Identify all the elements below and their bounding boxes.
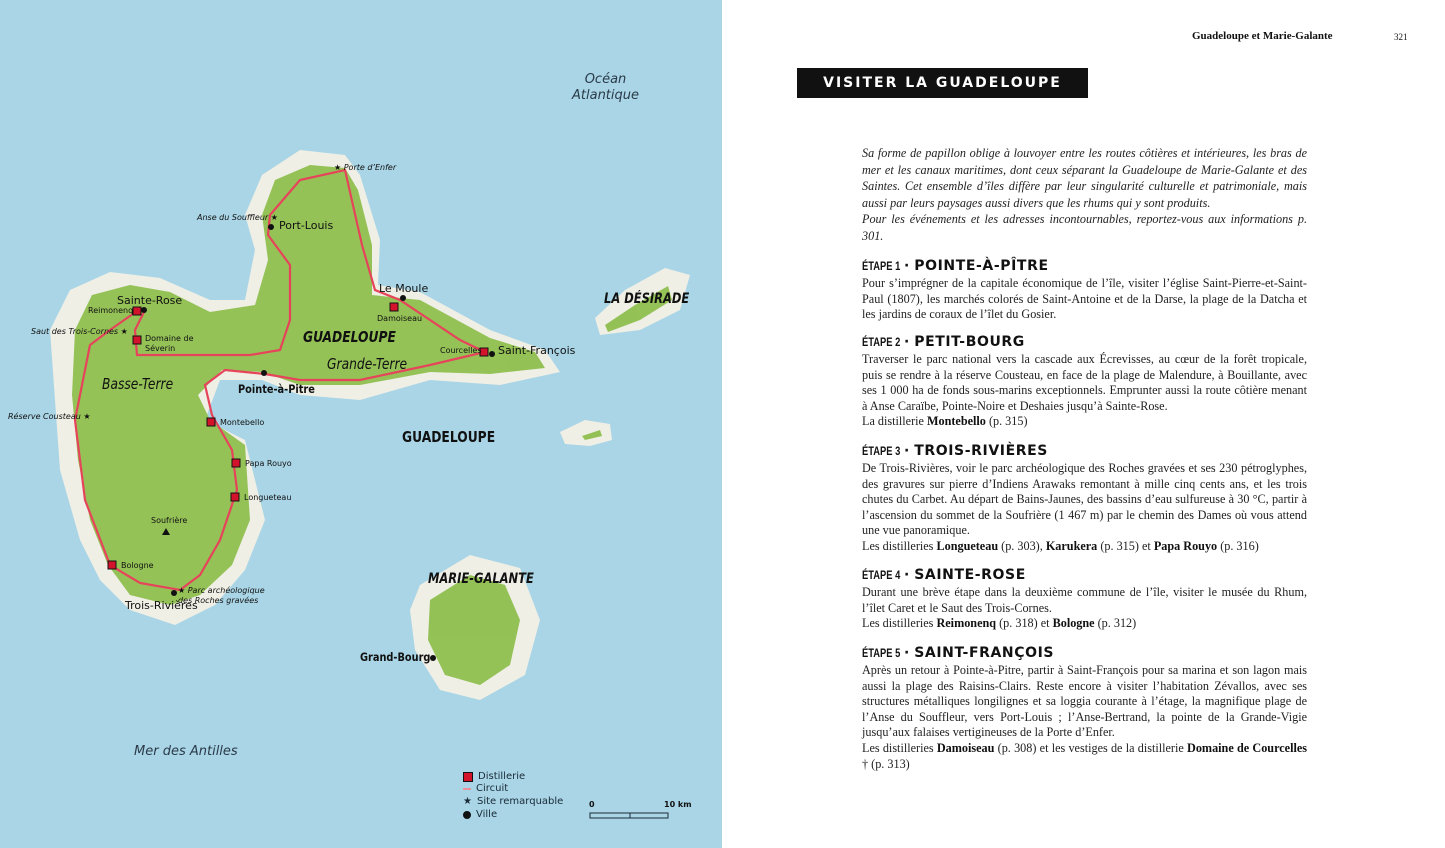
town-saint-francois: Saint-François: [498, 344, 576, 357]
step-heading: ÉTAPE 3 · TROIS-RIVIÈRES: [862, 443, 1048, 459]
map-title: GUADELOUPE: [402, 428, 496, 446]
step-heading: ÉTAPE 5 · SAINT-FRANÇOIS: [862, 645, 1055, 661]
step-1: ÉTAPE 1 · POINTE-À-PÎTRE Pour s’imprégner de la capitale économique de l’île, visiter l’église Saint-Pierre-et-Saint-Paul (1807), les marchés colorés de Saint-Antoine et de la Darse, la plage de la Datcha et les jardins de coraux de l’îlet du Gosier.: [862, 258, 1307, 322]
town-port-louis: Port-Louis: [279, 219, 334, 232]
star-icon: ★: [463, 796, 472, 807]
town-pointe-a-pitre: Pointe-à-Pitre: [238, 382, 315, 396]
town-le-moule: Le Moule: [379, 282, 429, 295]
distillery-longueteau: Longueteau: [244, 493, 292, 502]
region-label-basse-terre: Basse-Terre: [102, 375, 174, 393]
legend-distillery: Distillerie: [463, 771, 525, 782]
region-label-marie-galante: MARIE-GALANTE: [428, 571, 534, 587]
distillery-line: Les distilleries Damoiseau (p. 308) et les vestiges de la distillerie Domaine de Courcelles † (p. 313): [862, 740, 1307, 771]
scale-start: 0: [589, 800, 595, 809]
distillery-montebello: Montebello: [220, 418, 265, 427]
step-5: ÉTAPE 5 · SAINT-FRANÇOIS Après un retour à Pointe-à-Pitre, partir à Saint-François pour sa marina et son lagon mais aussi la plage des Raisins-Clairs. Reste encore à visiter l’habitation Zévallos, avec ses structures métalliques longilignes et sa loggia courante à l’étage, la magnifique plage de l’Anse du Souffleur, vers Port-Louis ; l’Anse-Bertrand, la pointe de la Grande-Vigie jusqu’aux falaises vertigineuses de la Porte d’Enfer. Les distilleries Damoiseau (p. 308) et les vestiges de la distillerie Domaine de Courcelles † (p. 313): [862, 645, 1307, 771]
scale-end: 10 km: [664, 800, 692, 809]
map-graphic: [0, 0, 722, 848]
dot-icon: [463, 811, 471, 819]
legend-site: ★ Site remarquable: [463, 796, 564, 807]
page-number: 321: [1394, 32, 1408, 42]
distillery-reimonenq: Reimonenq: [88, 306, 134, 315]
distillery-line: Les distilleries Reimonenq (p. 318) et Bologne (p. 312): [862, 616, 1137, 631]
distillery-domaine-severin: Domaine de Séverin: [145, 334, 194, 353]
distillery-line: La distillerie Montebello (p. 315): [862, 414, 1028, 429]
site-anse-souffleur: Anse du Souffleur ★: [197, 213, 278, 222]
site-saut-trois-cornes: Saut des Trois-Cornes ★: [31, 327, 128, 336]
site-reserve-cousteau: Réserve Cousteau ★: [8, 412, 91, 421]
site-parc-archeologique: ★ Parc archéologique des Roches gravées: [178, 586, 265, 605]
map-panel: [0, 0, 722, 848]
town-grand-bourg: Grand-Bourg: [360, 650, 431, 664]
step-3: ÉTAPE 3 · TROIS-RIVIÈRES De Trois-Rivières, voir le parc archéologique des Roches gravées et ses 230 pétroglyphes, des gravures sur pierre d’Indiens Arawaks remontant à mille cinq cents ans, et les trois chutes du Carbet. Au départ de Bains-Jaunes, des bassins d’eau sulfureuse à 30 °C, partir à l’ascension du sommet de la Soufrière (1 467 m) par le chemin des Dames où vous attend une vue panoramique. Les distilleries Longueteau (p. 303), Karukera (p. 315) et Papa Rouyo (p. 316): [862, 443, 1307, 553]
region-label-desirade: LA DÉSIRADE: [604, 291, 690, 307]
text-page: [722, 0, 1445, 848]
step-4: ÉTAPE 4 · SAINTE-ROSE Durant une brève étape dans la deuxième commune de l’île, visiter le musée du Rhum, l’îlet Caret et le Saut des Trois-Cornes. Les distilleries Reimonenq (p. 318) et Bologne (p. 312): [862, 567, 1307, 631]
distillery-line: Les distilleries Longueteau (p. 303), Karukera (p. 315) et Papa Rouyo (p. 316): [862, 538, 1259, 553]
scale-bar: [590, 813, 668, 818]
sea-label-caribbean: Mer des Antilles: [134, 744, 238, 759]
site-porte-enfer: ★ Porte d’Enfer: [334, 163, 397, 172]
town-trois-rivieres: Trois-Rivières: [125, 599, 198, 612]
distillery-papa-rouyo: Papa Rouyo: [245, 459, 292, 468]
legend-circuit: Circuit: [463, 783, 508, 794]
distillery-damoiseau: Damoiseau: [377, 314, 423, 323]
section-title: VISITER LA GUADELOUPE: [797, 68, 1088, 98]
circuit-line-icon: [463, 788, 471, 790]
step-2: ÉTAPE 2 · PETIT-BOURG Traverser le parc national vers la cascade aux Écrevisses, au cœur de la forêt tropicale, puis se rendre à la réserve Cousteau, en face de la plage de Malendure, à Bouillante, avec ses 1 000 ha de fonds sous-marins exceptionnels. Emprunter aussi la route côtière menant à Anse Caraïbe, Pointe-Noire et Deshaies jusqu’à Sainte-Rose. La distillerie Montebello (p. 315): [862, 334, 1307, 429]
distillery-bologne: Bologne: [121, 561, 154, 570]
intro-paragraph: Sa forme de papillon oblige à louvoyer entre les routes côtières et intérieures, les bras de mer et les canaux maritimes, dont ceux séparant la Guadeloupe de Marie-Galante et des Saintes. Cet ensemble d’îles diffère par leur singularité culturelle et patrimoniale, mais aussi par leurs paysages aussi divers que les rhums qui y sont produits. Pour les événements et les adresses incontournables, reportez-vous aux informations p. 301.: [862, 146, 1307, 243]
legend-town: Ville: [463, 809, 497, 820]
step-heading: ÉTAPE 4 · SAINTE-ROSE: [862, 567, 1026, 583]
distillery-courcelles: Courcelles: [440, 346, 482, 355]
running-header: Guadeloupe et Marie-Galante: [1192, 30, 1333, 42]
step-heading: ÉTAPE 2 · PETIT-BOURG: [862, 334, 1025, 350]
sea-label-atlantic: Océan Atlantique: [572, 72, 640, 103]
distillery-square-icon: [463, 772, 473, 782]
region-label-guadeloupe: GUADELOUPE: [303, 328, 396, 346]
town-sainte-rose: Sainte-Rose: [117, 294, 183, 307]
region-label-grande-terre: Grande-Terre: [327, 355, 408, 373]
step-heading: ÉTAPE 1 · POINTE-À-PÎTRE: [862, 258, 1049, 274]
peak-soufriere: Soufrière: [151, 516, 188, 525]
